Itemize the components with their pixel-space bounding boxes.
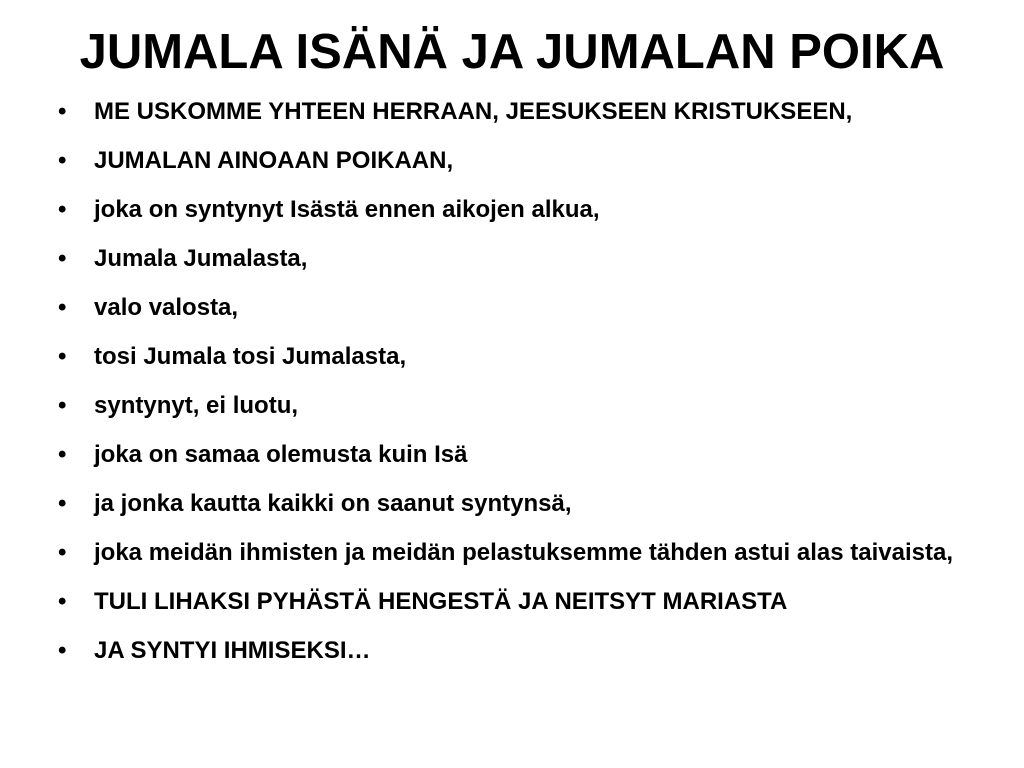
bullet-dot-icon: • — [58, 98, 67, 125]
bullet-dot-icon: • — [58, 245, 67, 272]
bullet-item — [54, 488, 954, 520]
bullet-text: joka on syntynyt Isästä ennen aikojen alkua, — [94, 196, 600, 223]
bullet-text: syntynyt, ei luotu, — [94, 392, 299, 419]
bullet-item — [54, 243, 954, 275]
bullet-text: ja jonka kautta kaikki on saanut syntynsä, — [94, 490, 572, 517]
bullet-dot-icon: • — [58, 343, 67, 370]
bullet-dot-icon: • — [58, 147, 67, 174]
bullet-item — [54, 635, 954, 667]
bullet-item — [54, 439, 954, 471]
bullet-text: JUMALAN AINOAAN POIKAAN, — [94, 147, 454, 174]
bullet-dot-icon: • — [58, 539, 67, 566]
bullet-text: ME USKOMME YHTEEN HERRAAN, JEESUKSEEN KRISTUKSEEN, — [94, 98, 853, 125]
bullet-dot-icon: • — [58, 294, 67, 321]
bullet-dot-icon: • — [58, 588, 67, 615]
bullet-item — [54, 194, 954, 226]
bullet-dot-icon: • — [58, 637, 67, 664]
bullet-text: tosi Jumala tosi Jumalasta, — [94, 343, 407, 370]
bullet-dot-icon: • — [58, 392, 67, 419]
slide-title: JUMALA ISÄNÄ JA JUMALAN POIKA — [79, 25, 945, 79]
bullet-list — [54, 96, 954, 684]
bullet-item — [54, 341, 954, 373]
bullet-item — [54, 292, 954, 324]
bullet-item — [54, 390, 954, 422]
bullet-item — [54, 537, 954, 569]
bullet-text: valo valosta, — [94, 294, 239, 321]
bullet-item — [54, 145, 954, 177]
bullet-dot-icon: • — [58, 441, 67, 468]
bullet-text: JA SYNTYI IHMISEKSI… — [94, 637, 371, 664]
bullet-text: TULI LIHAKSI PYHÄSTÄ HENGESTÄ JA NEITSYT MARIASTA — [94, 588, 788, 615]
bullet-dot-icon: • — [58, 490, 67, 517]
bullet-item — [54, 96, 954, 128]
bullet-text: joka on samaa olemusta kuin Isä — [94, 441, 468, 468]
bullet-dot-icon: • — [58, 196, 67, 223]
bullet-item — [54, 586, 954, 618]
bullet-text: joka meidän ihmisten ja meidän pelastuksemme tähden astui alas taivaista, — [94, 539, 953, 566]
bullet-text: Jumala Jumalasta, — [94, 245, 308, 272]
